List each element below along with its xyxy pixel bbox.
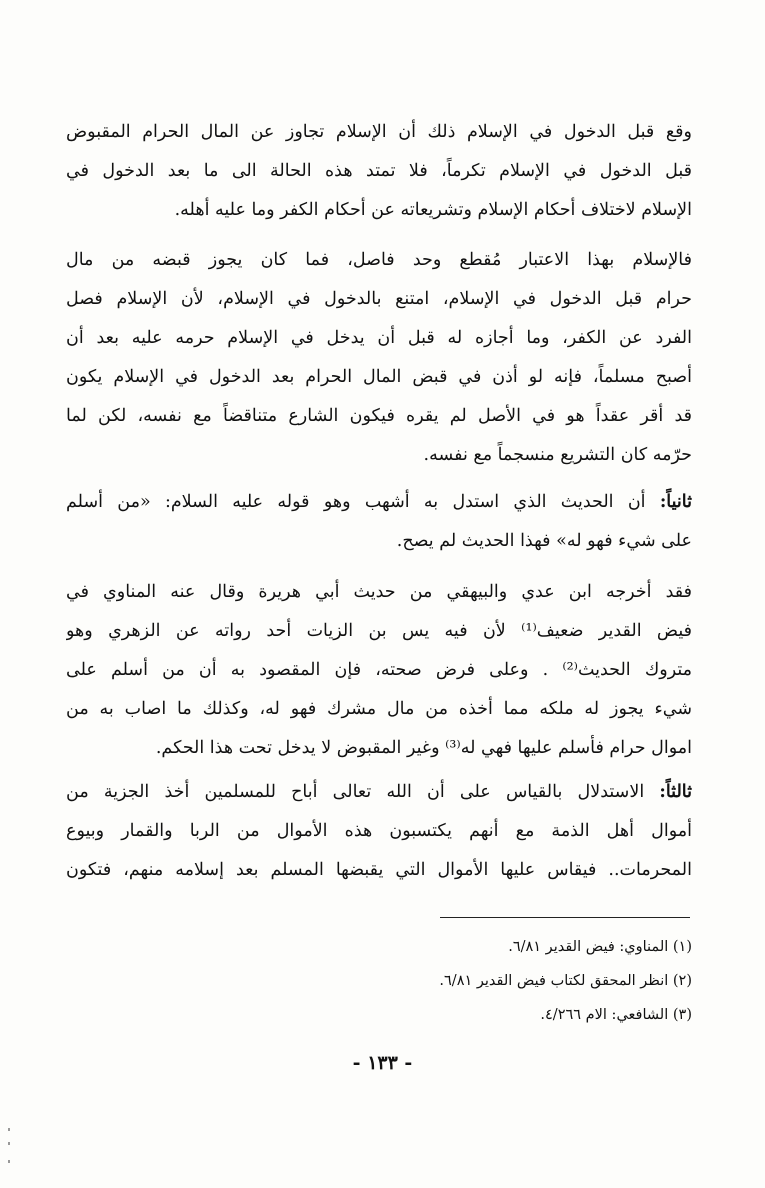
text-line: أصبح مسلماً، فإنه لو أذن في قبض المال الحرام بعد الدخول في الإسلام يكون bbox=[66, 367, 692, 387]
line-text: أن الحديث الذي استدل به أشهب وهو قوله عليه السلام: «من أسلم bbox=[66, 492, 660, 512]
text-line: على شيء فهو له» فهذا الحديث لم يصح. bbox=[396, 531, 692, 551]
text-line: الفرد عن الكفر، وما أجازه له قبل أن يدخل في الإسلام حرمه عليه بعد أن bbox=[66, 328, 692, 348]
paragraph-lead: ثالثاً: bbox=[659, 782, 692, 802]
text-line: شيء يجوز له ملكه مما أخذه من مال مشرك فهو له، وكذلك ما اصاب به من bbox=[66, 699, 692, 719]
text-line: الإسلام لاختلاف أحكام الإسلام وتشريعاته عن أحكام الكفر وما عليه أهله. bbox=[174, 200, 692, 220]
footnote-3: (٣) الشافعي: الام ٤/٢٦٦. bbox=[540, 1007, 692, 1023]
footnote-2: (٢) انظر المحقق لكتاب فيض القدير ٦/٨١. bbox=[439, 973, 692, 989]
paragraph-5 bbox=[66, 773, 692, 890]
text-line: فقد أخرجه ابن عدي والبيهقي من حديث أبي هريرة وقال عنه المناوي في bbox=[66, 582, 692, 602]
text-line: المحرمات.. فيقاس عليها الأموال التي يقبضها المسلم بعد إسلامه منهم، فتكون bbox=[66, 860, 692, 880]
text-line: قبل الدخول في الإسلام تكرماً، فلا تمتد هذه الحالة الى ما بعد الدخول في bbox=[66, 161, 692, 181]
scan-edge-mark bbox=[8, 1142, 10, 1145]
paragraph-2 bbox=[66, 241, 692, 475]
text-line: اموال حرام فأسلم عليها فهي له⁽³⁾ وغير المقبوض لا يدخل تحت هذا الحكم. bbox=[155, 738, 692, 758]
text-line: متروك الحديث⁽²⁾ . وعلى فرض صحته، فإن المقصود به أن من أسلم على bbox=[66, 660, 692, 680]
text-line: وقع قبل الدخول في الإسلام ذلك أن الإسلام تجاوز عن المال الحرام المقبوض bbox=[66, 122, 692, 142]
text-line bbox=[66, 483, 692, 522]
paragraph-4 bbox=[66, 573, 692, 768]
text-line: فالإسلام بهذا الاعتبار مُقطع وحد فاصل، فما كان يجوز قبضه من مال bbox=[66, 250, 692, 270]
text-line: حرام قبل الدخول في الإسلام، امتنع بالدخول في الإسلام، لأن الإسلام فصل bbox=[66, 289, 692, 309]
text-line: أموال أهل الذمة مع أنهم يكتسبون هذه الأموال من الربا والقمار وبيوع bbox=[66, 821, 692, 841]
text-line: قد أقر عقداً هو في الأصل لم يقره فيكون الشارع متناقضاً مع نفسه، لكن لما bbox=[66, 406, 692, 426]
paragraph-3 bbox=[66, 483, 692, 561]
text-line: حرّمه كان التشريع منسجماً مع نفسه. bbox=[423, 445, 692, 465]
footnote-1: (١) المناوي: فيض القدير ٦/٨١. bbox=[508, 939, 692, 955]
footnotes bbox=[190, 930, 692, 1032]
scan-edge-mark bbox=[8, 1128, 10, 1131]
page-number: - ١٣٣ - bbox=[352, 1052, 413, 1074]
paragraph-1 bbox=[66, 113, 692, 230]
text-line bbox=[66, 773, 692, 812]
scan-edge-mark bbox=[8, 1160, 10, 1163]
footnote-divider bbox=[440, 917, 690, 918]
paragraph-lead: ثانياً: bbox=[659, 492, 692, 512]
line-text: الاستدلال بالقياس على أن الله تعالى أباح للمسلمين أخذ الجزية من bbox=[66, 782, 660, 802]
text-line: فيض القدير ضعيف⁽¹⁾ لأن فيه يس بن الزيات أحد رواته عن الزهري وهو bbox=[66, 621, 692, 641]
